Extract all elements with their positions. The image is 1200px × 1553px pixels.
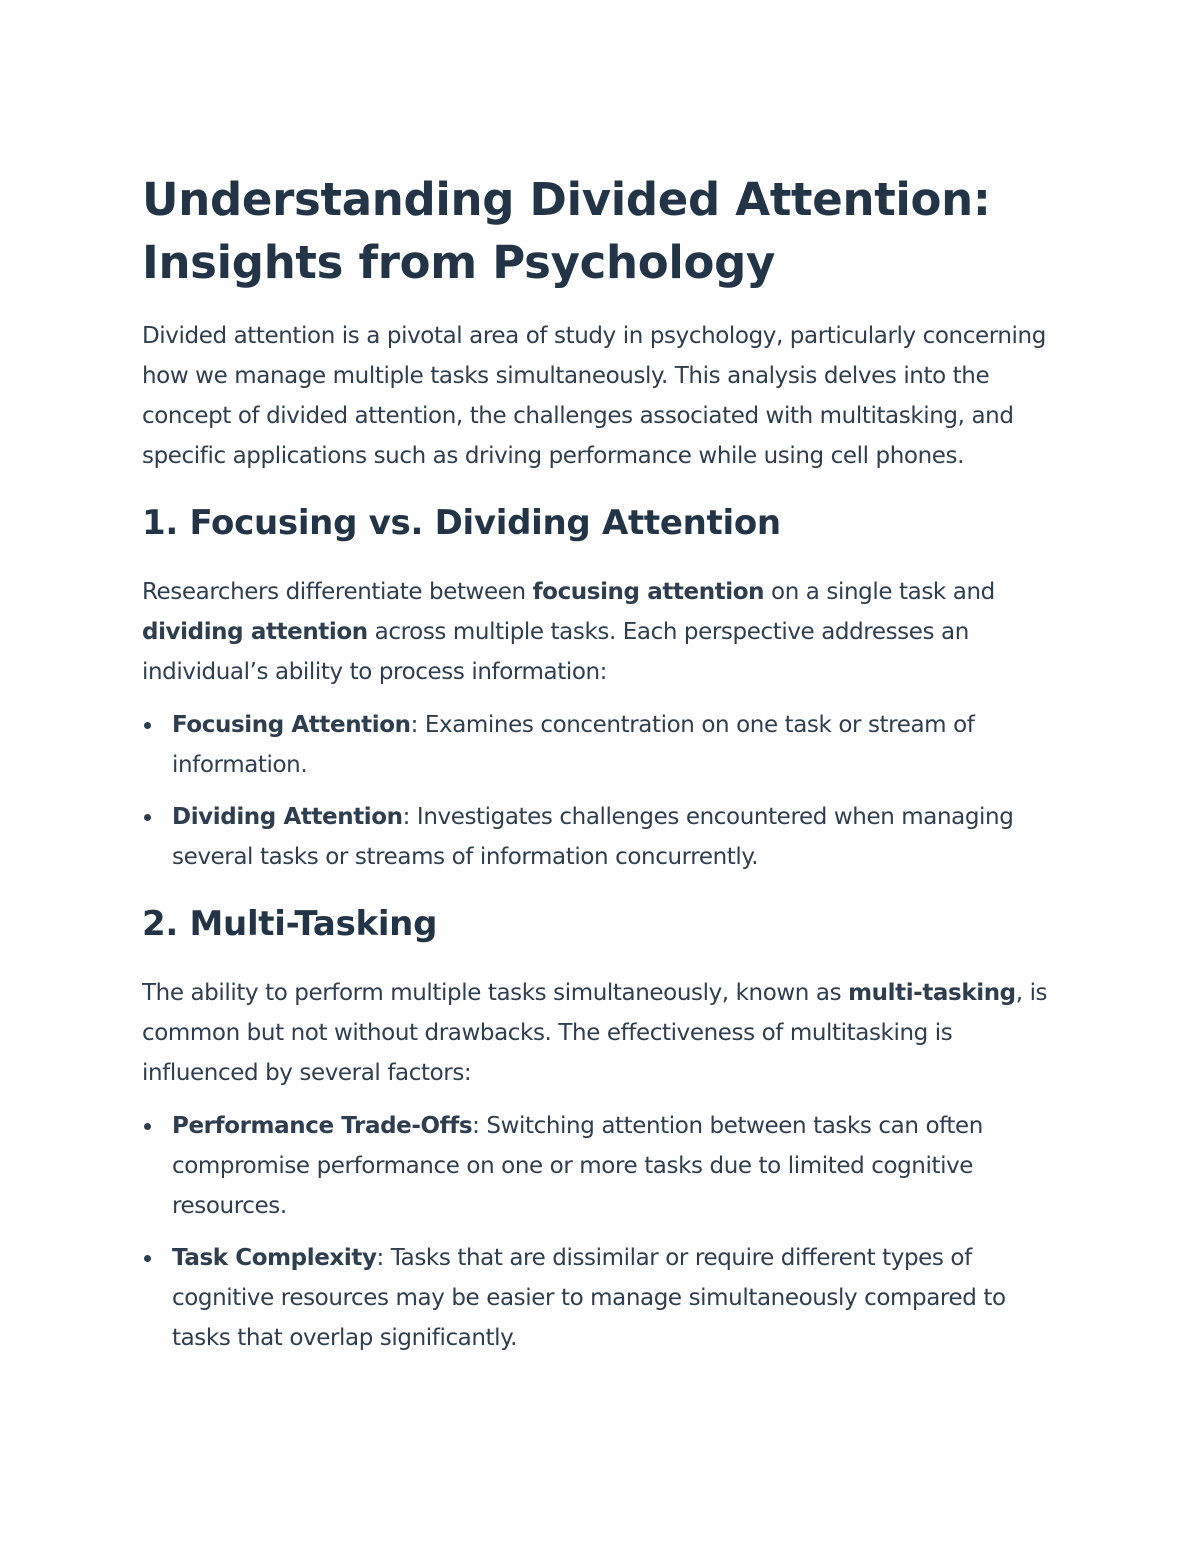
bold-term: dividing attention (142, 619, 368, 645)
text-run: The ability to perform multiple tasks simultaneously, known as (142, 980, 849, 1006)
intro-paragraph: Divided attention is a pivotal area of study in psychology, particularly concerning how we manage multiple tasks simultaneously. This analysis delves into the concept of divided attention, the challenges associated with multitasking, and specific applications such as driving performance while using cell phones. (142, 323, 1046, 469)
list-item (142, 705, 1062, 785)
section-heading-focusing: 1. Focusing vs. Dividing Attention (142, 503, 781, 543)
section-paragraph-focusing (142, 572, 1062, 692)
document-page (142, 168, 1062, 1370)
page-title: Understanding Divided Attention: Insights from Psychology (142, 173, 991, 289)
text-run: across multiple tasks. Each perspective addresses an individual’s ability to process information: (142, 619, 969, 685)
list-item (142, 797, 1062, 877)
bullet-dot-icon (144, 814, 151, 821)
bold-term: Focusing Attention (172, 712, 411, 738)
list-item-text: : Investigates challenges encountered when managing several tasks or streams of information concurrently. (172, 804, 1014, 870)
bold-term: Dividing Attention (172, 804, 403, 830)
bullet-dot-icon (144, 1255, 151, 1262)
bold-term: Performance Trade-Offs (172, 1113, 473, 1139)
bold-term: Task Complexity (172, 1245, 377, 1271)
text-run: , is common but not without drawbacks. The effectiveness of multitasking is influenced by several factors: (142, 980, 1048, 1086)
text-run: Researchers differentiate between (142, 579, 533, 605)
list-item-text: : Tasks that are dissimilar or require different types of cognitive resources may be easier to manage simultaneously compared to tasks that overlap significantly. (172, 1245, 1006, 1351)
list-item-text: : Switching attention between tasks can often compromise performance on one or more tasks due to limited cognitive resources. (172, 1113, 983, 1219)
bullet-list-multitasking (142, 1106, 1062, 1358)
section-heading-multitasking: 2. Multi-Tasking (142, 904, 438, 944)
list-item (142, 1106, 1062, 1226)
bullet-dot-icon (144, 722, 151, 729)
list-item (142, 1238, 1062, 1358)
bold-term: focusing attention (532, 579, 765, 605)
bullet-dot-icon (144, 1123, 151, 1130)
bullet-list-focusing (142, 705, 1062, 877)
section-paragraph-multitasking (142, 973, 1062, 1093)
bold-term: multi-tasking (848, 980, 1016, 1006)
text-run: on a single task and (764, 579, 995, 605)
list-item-text: : Examines concentration on one task or stream of information. (172, 712, 975, 778)
